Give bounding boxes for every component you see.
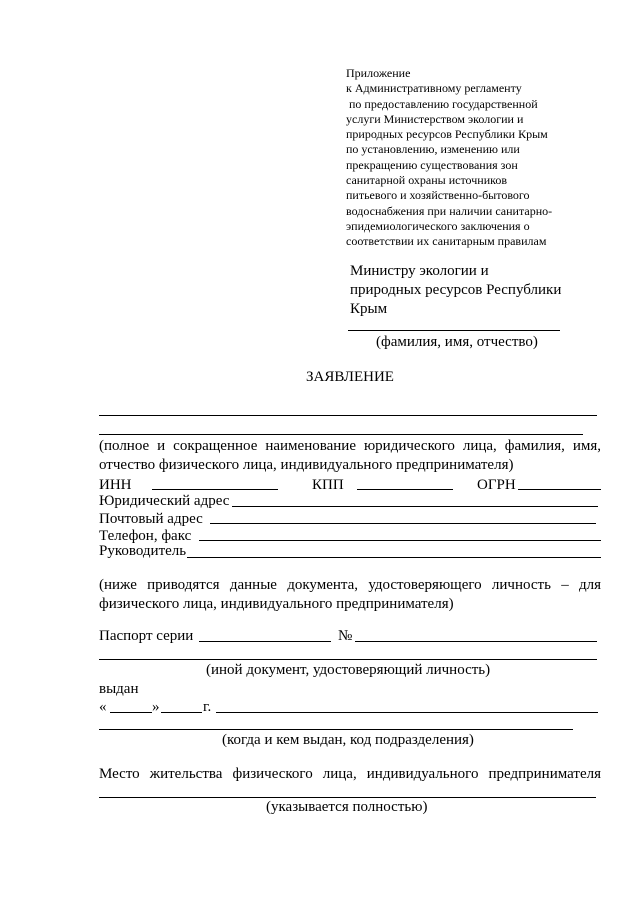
head-field[interactable] xyxy=(187,557,601,558)
addressee-line: Крым xyxy=(350,301,388,317)
appendix-line: природных ресурсов Республики Крым xyxy=(346,127,548,142)
appendix-line: Приложение xyxy=(346,66,411,80)
kpp-field[interactable] xyxy=(357,489,453,490)
identity-note: (ниже приводятся данные документа, удостоверяющего личность – для физического лица, индивидуального предпринимателя) xyxy=(99,577,601,612)
legal-address-label: Юридический адрес xyxy=(99,493,230,509)
legal-address-field[interactable] xyxy=(232,506,598,507)
residence-hint: (указывается полностью) xyxy=(266,799,428,815)
addressee-line: Министру экологии и xyxy=(350,263,489,279)
appendix-line: по установлению, изменению или xyxy=(346,142,520,157)
issuer-field-2[interactable] xyxy=(99,729,573,730)
postal-address-label: Почтовый адрес xyxy=(99,511,203,527)
residence-label-text: Место жительства физического лица, индивидуального предпринимателя xyxy=(99,766,601,782)
issuer-field[interactable] xyxy=(216,712,598,713)
org-name-field[interactable] xyxy=(99,415,597,416)
inn-field[interactable] xyxy=(152,489,278,490)
org-note: (полное и сокращенное наименование юридического лица, фамилия, имя, отчество физического лица, индивидуального предпринимателя) xyxy=(99,438,601,473)
kpp-label: КПП xyxy=(312,477,344,493)
appendix-line: питьевого и хозяйственно-бытового xyxy=(346,188,530,203)
appendix-line: услуги Министерством экологии и xyxy=(346,111,524,126)
other-doc-field[interactable] xyxy=(99,659,597,660)
date-open-quote: « xyxy=(99,699,107,715)
head-label: Руководитель xyxy=(99,543,187,559)
ogrn-field[interactable] xyxy=(518,489,601,490)
page-title: ЗАЯВЛЕНИЕ xyxy=(306,369,394,385)
postal-address-field[interactable] xyxy=(210,523,596,524)
issued-label: выдан xyxy=(99,681,139,697)
appendix-line: водоснабжения при наличии санитарно- xyxy=(346,203,553,218)
passport-series-field[interactable] xyxy=(199,641,331,642)
fio-hint: (фамилия, имя, отчество) xyxy=(376,334,538,350)
appendix-line: по предоставлению государственной xyxy=(346,96,538,111)
fio-field[interactable] xyxy=(348,330,560,331)
addressee-line: природных ресурсов Республики xyxy=(350,282,562,298)
appendix-line: соответствии их санитарным правилам xyxy=(346,234,547,249)
appendix-line: к Административному регламенту xyxy=(346,81,522,96)
appendix-line: прекращению существования зон xyxy=(346,157,518,172)
org-name-field-2[interactable] xyxy=(99,434,583,435)
passport-number-field[interactable] xyxy=(355,641,597,642)
other-doc-hint: (иной документ, удостоверяющий личность) xyxy=(206,662,491,678)
issued-hint: (когда и кем выдан, код подразделения) xyxy=(222,732,474,748)
issue-month-field[interactable] xyxy=(161,712,202,713)
number-sign: № xyxy=(338,628,353,644)
addressee-block xyxy=(350,262,600,319)
residence-label xyxy=(99,765,601,784)
passport-series-label: Паспорт серии xyxy=(99,628,194,644)
appendix-line: санитарной охраны источников xyxy=(346,173,508,188)
issue-day-field[interactable] xyxy=(110,712,152,713)
year-suffix: г. xyxy=(203,699,212,715)
phone-fax-label: Телефон, факс xyxy=(99,528,192,544)
appendix-block xyxy=(346,66,596,250)
ogrn-label: ОГРН xyxy=(477,477,516,493)
appendix-line: эпидемиологического заключения о xyxy=(346,218,530,233)
date-close-quote: » xyxy=(152,699,160,715)
inn-label: ИНН xyxy=(99,477,132,493)
phone-fax-field[interactable] xyxy=(199,540,601,541)
